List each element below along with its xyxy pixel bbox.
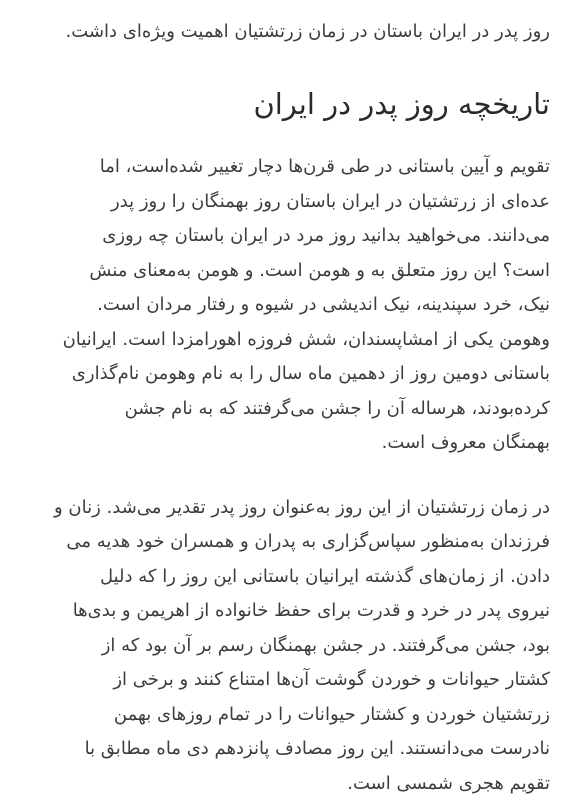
paragraph-line: تقویم و آیین باستانی در طی قرن‌ها دچار تغییر شده‌است، اما [24,150,550,185]
section-heading: تاریخچه روز پدر در ایران [24,84,550,124]
paragraph-1 [24,150,550,461]
paragraph-line: کشتار حیوانات و خوردن گوشت آن‌ها امتناع کنند و برخی از [24,663,550,698]
paragraph-line: کرده‌بودند، هرساله آن را جشن می‌گرفتند که به نام جشن [24,392,550,427]
paragraph-2 [24,491,550,801]
paragraph-line: نادرست می‌دانستند. این روز مصادف پانزدهم دی ماه مطابق با [24,732,550,767]
paragraph-line: باستانی دومین روز از دهمین ماه سال را به نام وهومن نام‌گذاری [24,357,550,392]
lead-text: روز پدر در ایران باستان در زمان زرتشتیان اهمیت ویژه‌ای داشت. [24,18,550,46]
paragraph-line: بود، جشن می‌گرفتند. در جشن بهمنگان رسم بر آن بود که از [24,629,550,664]
paragraph-line: نیک، خرد سپندینه، نیک اندیشی در شیوه و رفتار مردان است. [24,288,550,323]
paragraph-line: در زمان زرتشتیان از این روز به‌عنوان روز پدر تقدیر می‌شد. زنان و [24,491,550,526]
paragraph-line: بهمنگان معروف است. [24,426,550,461]
article-body [24,0,550,801]
paragraph-line: عده‌ای از زرتشتیان در ایران باستان روز بهمنگان را روز پدر [24,185,550,220]
paragraph-line: نیروی پدر در خرد و قدرت برای حفظ خانواده از اهریمن و بدی‌ها [24,594,550,629]
paragraph-line: وهومن یکی از امشاپسندان، شش فروزه اهورامزدا است. ایرانیان [24,323,550,358]
paragraph-line: تقویم هجری شمسی است. [24,767,550,801]
paragraph-line: زرتشتیان خوردن و کشتار حیوانات را در تمام روزهای بهمن [24,698,550,733]
paragraph-line: دادن. از زمان‌های گذشته ایرانیان باستانی این روز را که دلیل [24,560,550,595]
paragraph-line: فرزندان به‌منظور سپاس‌گزاری به پدران و همسران خود هدیه می [24,525,550,560]
paragraph-line: می‌دانند. می‌خواهید بدانید روز مرد در ایران باستان چه روزی [24,219,550,254]
paragraph-line: است؟ این روز متعلق به و هومن است. و هومن به‌معنای منش [24,254,550,289]
